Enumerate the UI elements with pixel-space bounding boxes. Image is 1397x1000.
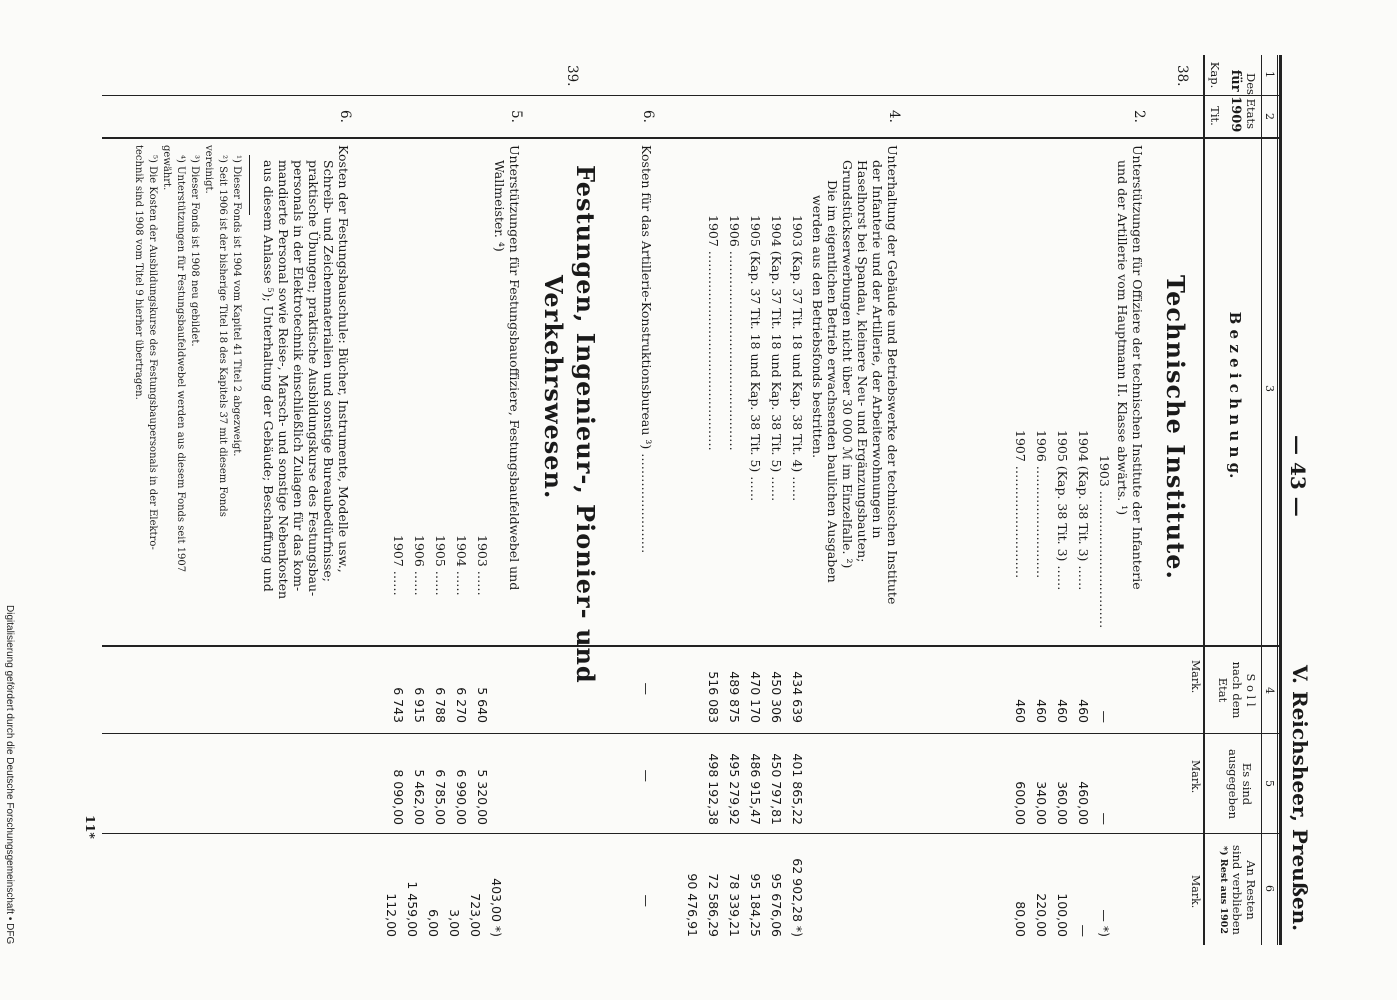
col-number-3: 3 [1263, 385, 1276, 392]
kapitel-39-heading-1: Festungen, Ingenieur-, Pionier- und [571, 165, 600, 684]
tit-2-text-2: und der Artillerie vom Hauptmann II. Klasse abwärts. ¹) [1115, 160, 1130, 516]
tit-2-row-1-rest: — *) [1097, 909, 1112, 937]
tit-5-row-4-rest: 6,00 [426, 909, 441, 937]
tit-4-text-1: Unterhaltung der Gebäude und Betriebswerke der technischen Institute [885, 145, 900, 605]
tit-2-row-4-rest: 220,00 [1034, 893, 1049, 937]
tit-5-row-2-label: 1904 …… [454, 535, 469, 596]
digitization-note-text: Digitalisierung gefördert durch die Deutsche Forschungsgemeinschaft • DFG [4, 605, 15, 945]
tit-4-row-3-label: 1905 (Kap. 37 Tit. 18 und Kap. 38 Tit. 5) …… [748, 215, 763, 502]
tit-5-row-1-rest: 403,00 *) [489, 878, 504, 937]
footnote-2b: vereinigt. [203, 145, 214, 194]
header-rule [1203, 55, 1205, 945]
tit-6b-text-3: praktische Übungen; praktische Ausbildungskurse des Festungsbau- [306, 160, 321, 597]
tit-5-row-2-aus: 6 990,00 [454, 769, 469, 825]
header-soll-1: S o l l [1244, 673, 1258, 707]
footnote-2: ²) Seit 1906 ist der bisherige Titel 18 des Kapitels 37 mit diesem Fonds [217, 155, 228, 517]
header-rest-3: *) Rest aus 1902 [1218, 846, 1229, 934]
tit-5-row-1-label: 1903 …… [475, 535, 490, 596]
header-rest-1: An Resten [1244, 860, 1258, 920]
tit-5-row-5-rest: 1 459,00 [405, 881, 420, 937]
tit-6a-number: 6. [640, 110, 656, 123]
tit-4-row-5-rest: 72 586,29 [706, 873, 721, 937]
tit-2-row-1-aus: — [1097, 812, 1112, 825]
top-rule-thin [1277, 55, 1278, 945]
tit-4-number: 4. [886, 110, 902, 123]
tit-4-row-4-rest: 78 339,21 [727, 873, 742, 937]
number-row-rule [1261, 55, 1262, 945]
tit-6a-soll: — [639, 682, 654, 695]
tit-2-row-1-label: 1903 …………………………… [1097, 455, 1112, 629]
tit-4-text-2: der Infanterie und der Artillerie, der Arbeiterwohnungen in [870, 160, 885, 539]
tit-4-text-3: Haselhorst bei Spandau, kleinere Neu- und Ergänzungsbauten; [855, 160, 870, 563]
page-number: — 43 — [1286, 435, 1310, 517]
tit-2-row-3-soll: 460 [1055, 699, 1070, 723]
unit-aus: Mark. [1189, 760, 1202, 794]
header-year: für 1909 [1228, 69, 1243, 133]
tit-2-row-2-label: 1904 (Kap. 38 Tit. 3) …… [1076, 430, 1091, 591]
tit-5-row-3-soll: 6 788 [433, 687, 448, 723]
tit-5-row-3-label: 1905 …… [433, 535, 448, 596]
tit-5-row-5-aus: 8 090,00 [391, 769, 406, 825]
tit-6a-rest: — [639, 894, 654, 907]
tit-4-row-2-rest: 95 676,06 [769, 873, 784, 937]
section-heading: V. Reichsheer, Preußen. [1288, 665, 1312, 932]
tit-2-row-1-soll: — [1097, 710, 1112, 723]
tit-6b-text-4: personals in der Elektrotechnik einschließlich Zulagen für das kom- [291, 160, 306, 592]
footnote-rule [249, 155, 250, 215]
tit-4-row-3-soll: 470 170 [748, 671, 763, 723]
tit-2-row-4-label: 1906 ……………………… [1034, 430, 1049, 579]
tit-5-row-5-soll: 6 743 [391, 687, 406, 723]
tit-5-row-5-label: 1907 …… [391, 535, 406, 596]
signature-mark: 11* [83, 815, 98, 839]
tit-4-text-5: Die im eigentlichen Betrieb erwachsenden baulichen Ausgaben [825, 180, 840, 583]
tit-6b-number: 6. [337, 110, 353, 123]
tit-2-number: 2. [1131, 110, 1147, 123]
header-des-etats: Des Etats [1244, 73, 1258, 129]
header-rest-2: sind verblieben [1230, 845, 1244, 935]
tit-5-text-1: Unterstützungen für Festungsbauoffiziere, Festungsbaufeldwebel und [507, 145, 522, 591]
tit-2-row-4-soll: 460 [1034, 699, 1049, 723]
footnote-3: ³) Dieser Fonds ist 1908 neu gebildet. [189, 155, 200, 347]
tit-4-row-2-aus: 450 797,81 [769, 753, 784, 825]
tit-5-row-4-label: 1906 …… [412, 535, 427, 596]
tit-5-row-6-rest: 112,00 [384, 893, 399, 937]
tit-2-row-5-label: 1907 ……………………… [1013, 430, 1028, 579]
col-number-5: 5 [1263, 780, 1276, 787]
tit-2-row-5-soll: 460 [1013, 699, 1028, 723]
kapitel-39-number: 39. [564, 65, 580, 87]
tit-5-row-4-aus: 5 462,00 [412, 769, 427, 825]
tit-4-row-1-rest: 62 902,28 *) [790, 858, 805, 937]
header-designation: B e z e i c h n u n g. [1226, 311, 1244, 479]
tit-4-row-5-label: 1907 ………………………………………… [706, 215, 721, 451]
unit-rest: Mark. [1189, 875, 1202, 909]
tit-2-row-3-aus: 360,00 [1055, 781, 1070, 825]
tit-4-row-2-soll: 450 306 [769, 671, 784, 723]
footnote-1: ¹) Dieser Fonds ist 1904 vom Kapitel 41 Titel 2 abgezweigt. [231, 155, 242, 457]
tit-5-row-2-soll: 6 270 [454, 687, 469, 723]
tit-2-row-3-rest: 100,00 [1055, 893, 1070, 937]
tit-4-row-4-label: 1906 ………………………………………… [727, 215, 742, 451]
footnote-4b: gewährt. [161, 145, 172, 191]
kapitel-38-heading: Technische Institute. [1161, 275, 1190, 580]
header-aus-2: ausgegeben [1226, 748, 1240, 820]
tit-2-row-5-aus: 600,00 [1013, 781, 1028, 825]
tit-2-row-2-soll: 460 [1076, 699, 1091, 723]
tit-5-number: 5. [508, 110, 524, 123]
col-number-2: 2 [1263, 113, 1276, 120]
col-number-6: 6 [1263, 885, 1276, 892]
tit-4-row-1-soll: 434 639 [790, 671, 805, 723]
kapitel-38-number: 38. [1174, 65, 1190, 87]
tit-2-row-4-aus: 340,00 [1034, 781, 1049, 825]
tit-4-row-1-aus: 401 865,22 [790, 753, 805, 825]
header-soll-2: nach dem [1230, 661, 1244, 719]
tit-5-text-2: Wallmeister. ⁴) [492, 160, 507, 252]
col-rule-5 [102, 833, 1282, 834]
tit-6b-text-5: mandierte Personal sowie Reise-, Marsch- und sonstige Nebenkosten [276, 160, 291, 600]
tit-4-row-5-soll: 516 083 [706, 671, 721, 723]
col-number-1: 1 [1263, 71, 1276, 78]
digitization-note [2, 605, 16, 995]
tit-5-row-2-rest: 723,00 [468, 893, 483, 937]
header-tit: Tit. [1208, 106, 1222, 126]
footnote-5: ⁵) Die Kosten der Ausbildungskurse des Festungsbaupersonals in der Elektro- [147, 155, 158, 550]
col-rule-1 [102, 95, 1282, 96]
tit-6a-text: Kosten für das Artillerie-Konstruktionsbureau ³) …………………… [639, 145, 654, 554]
col-number-4: 4 [1263, 687, 1276, 694]
tit-4-text-4: Grundstückserwerbungen nicht über 30 000 ℳ im Einzelfalle. ²) [840, 160, 855, 569]
tit-5-row-1-soll: 5 640 [475, 687, 490, 723]
rotated-sheet [83, 55, 1312, 955]
tit-4-row-2-label: 1904 (Kap. 37 Tit. 18 und Kap. 38 Tit. 5) …… [769, 215, 784, 502]
tit-6a-aus: — [639, 769, 654, 782]
tit-4-row-4-soll: 489 875 [727, 671, 742, 723]
tit-5-row-3-rest: 3,00 [447, 909, 462, 937]
tit-6b-text-6: aus diesem Anlasse ⁵); Unterhaltung der Gebäude; Beschaffung und [261, 160, 276, 592]
tit-2-text-1: Unterstützungen für Offiziere der technischen Institute der Infanterie [1130, 145, 1145, 590]
tit-4-row-5-aus: 498 192,38 [706, 753, 721, 825]
top-rule [1279, 55, 1282, 945]
tit-5-row-4-soll: 6 915 [412, 687, 427, 723]
col-rule-2 [102, 137, 1282, 139]
tit-6b-text-1: Kosten der Festungsbauschule: Bücher, Instrumente, Modelle usw., [336, 145, 351, 573]
unit-soll: Mark. [1189, 660, 1202, 694]
col-rule-4 [102, 733, 1282, 734]
tit-2-row-5-rest: 80,00 [1013, 901, 1028, 937]
footnote-4: ⁴) Unterstützungen für Festungsbaufeldwebel werden aus diesem Fonds seit 1907 [175, 155, 186, 573]
tit-2-row-3-label: 1905 (Kap. 38 Tit. 3) …… [1055, 430, 1070, 591]
tit-5-row-3-aus: 6 785,00 [433, 769, 448, 825]
tit-4-row-6-rest: 90 476,91 [685, 873, 700, 937]
tit-2-row-2-aus: 460,00 [1076, 781, 1091, 825]
tit-4-row-3-rest: 95 184,25 [748, 873, 763, 937]
header-soll-3: Etat [1216, 677, 1230, 703]
tit-4-row-3-aus: 486 915,47 [748, 753, 763, 825]
header-aus-1: Es sind [1240, 762, 1254, 806]
tit-4-row-1-label: 1903 (Kap. 37 Tit. 18 und Kap. 38 Tit. 4) …… [790, 215, 805, 502]
tit-4-row-4-aus: 495 279,92 [727, 753, 742, 825]
tit-4-text-6: werden aus den Betriebsfonds bestritten. [810, 195, 825, 459]
tit-6b-text-2: Schreib- und Zeichenmaterialien und sonstige Bureaubedürfnisse; [321, 160, 336, 582]
footnote-5b: technik sind 1908 vom Titel 9 hierher übertragen. [133, 145, 144, 400]
kapitel-39-heading-2: Verkehrswesen. [539, 275, 568, 500]
tit-5-row-1-aus: 5 320,00 [475, 769, 490, 825]
header-kap: Kap. [1208, 61, 1222, 89]
col-rule-3 [102, 645, 1282, 647]
tit-2-row-2-rest: — [1076, 924, 1091, 937]
